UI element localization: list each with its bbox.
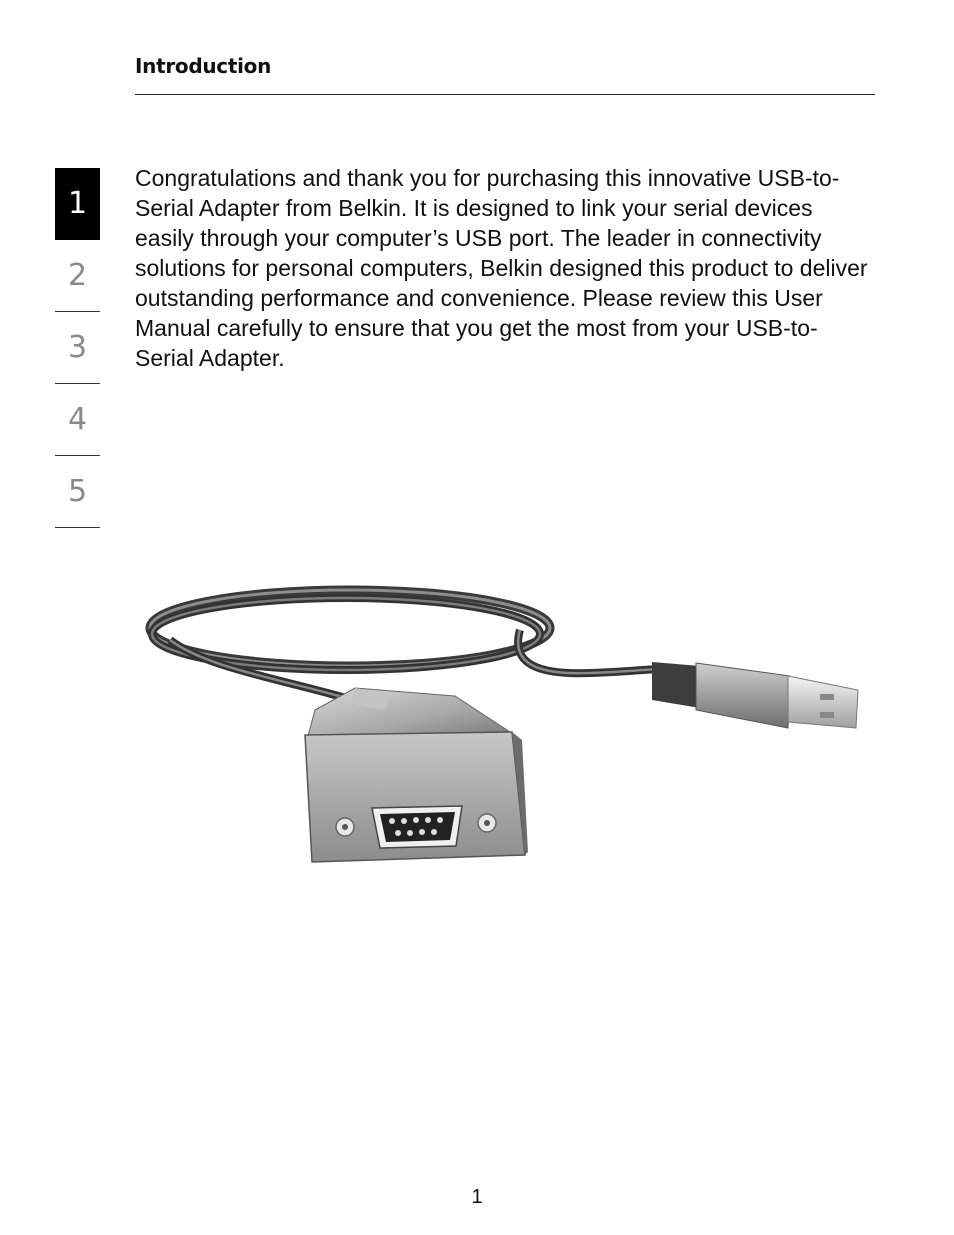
chapter-nav bbox=[55, 168, 100, 528]
chapter-tab-label: 1 bbox=[67, 186, 88, 221]
chapter-tab-label: 5 bbox=[67, 474, 88, 509]
intro-paragraph: Congratulations and thank you for purchasing this innovative USB-to-Serial Adapter from Belkin. It is designed to link your serial devices easily through your computer’s USB port. The leader in connectivity solutions for personal computers, Belkin designed this product to deliver outstanding performance and convenience. Please review this User Manual carefully to ensure that you get the most from your USB-to-Serial Adapter. bbox=[135, 165, 868, 371]
usb-to-serial-adapter-icon bbox=[140, 570, 870, 870]
page-number: 1 bbox=[471, 1186, 483, 1208]
page-header bbox=[135, 54, 875, 95]
chapter-tab-4[interactable] bbox=[55, 384, 100, 456]
product-figure bbox=[140, 570, 870, 870]
chapter-tab-label: 4 bbox=[67, 402, 88, 437]
chapter-tab-5[interactable] bbox=[55, 456, 100, 528]
section-title: Introduction bbox=[135, 54, 272, 78]
chapter-tab-3[interactable] bbox=[55, 312, 100, 384]
chapter-tab-label: 3 bbox=[67, 330, 88, 365]
chapter-tab-1[interactable] bbox=[55, 168, 100, 240]
chapter-tab-label: 2 bbox=[67, 258, 88, 293]
chapter-tab-2[interactable] bbox=[55, 240, 100, 312]
